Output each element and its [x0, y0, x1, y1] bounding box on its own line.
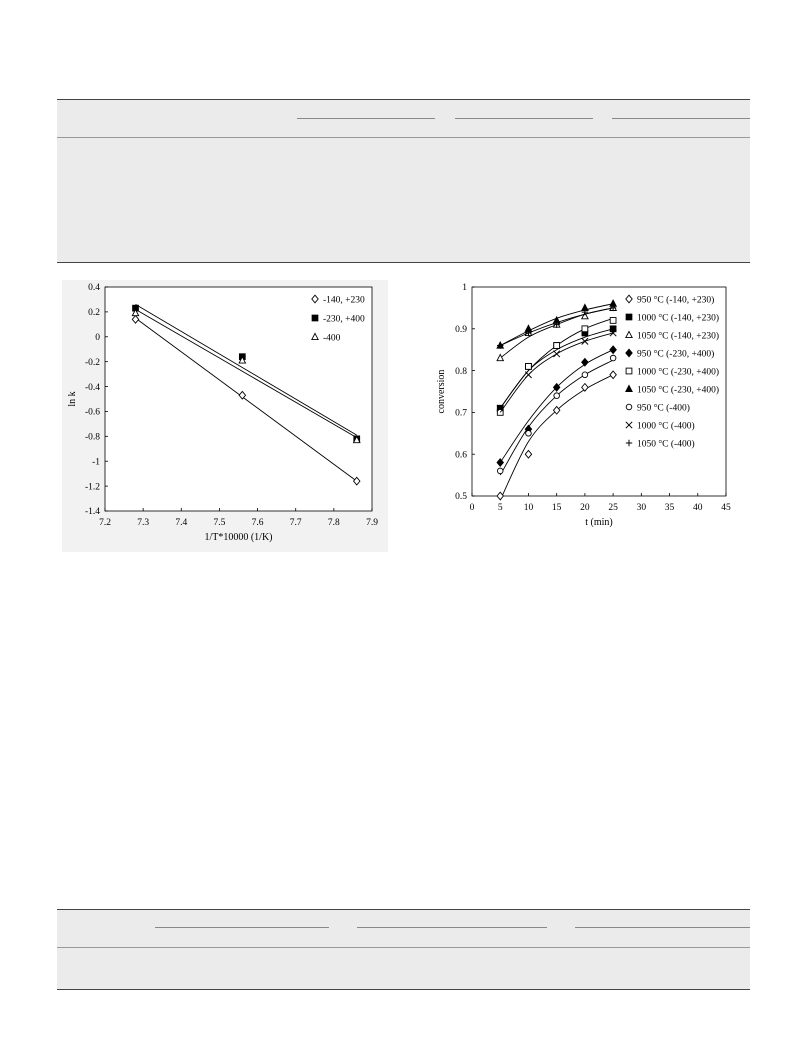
legend-marker: [626, 314, 632, 320]
data-point: [554, 343, 560, 349]
x-tick-label: 40: [693, 503, 703, 513]
legend-label: 1000 °C (-230, +400): [637, 367, 719, 378]
bottom-table-bottom-rule: [57, 989, 750, 990]
figure-charts: [0, 270, 793, 830]
data-point: [497, 468, 503, 474]
x-tick-label: 5: [497, 503, 503, 513]
x-tick-label: 7.4: [175, 518, 188, 528]
y-tick-label: 0.7: [455, 408, 467, 419]
legend-label: 1000 °C (-140, +230): [637, 313, 719, 324]
x-tick-label: 7.9: [366, 518, 378, 528]
data-point: [582, 338, 588, 344]
legend-label: -400: [323, 333, 341, 344]
legend-marker: [312, 315, 318, 321]
legend-marker: [626, 349, 632, 357]
data-point: [497, 354, 503, 360]
data-point: [610, 355, 616, 361]
legend-marker: [626, 295, 632, 303]
legend-label: 950 °C (-140, +230): [637, 295, 715, 306]
legend-marker: [626, 368, 632, 374]
data-point: [582, 326, 588, 332]
legend-label: 950 °C (-230, +400): [637, 349, 715, 360]
data-point: [610, 371, 616, 379]
y-tick-label: 0.5: [455, 492, 467, 503]
y-tick-label: -1.2: [84, 482, 100, 493]
y-tick-label: -1.4: [84, 507, 100, 518]
bottom-table-header-row: [57, 910, 750, 947]
data-point: [525, 372, 531, 378]
legend-label: -230, +400: [323, 314, 365, 325]
data-point: [497, 492, 503, 500]
x-axis-label: 1/T*10000 (1/K): [204, 532, 273, 543]
x-axis-label: t (min): [585, 517, 613, 528]
data-point: [525, 450, 531, 458]
x-tick-label: 20: [580, 503, 590, 513]
y-tick-label: -0.8: [84, 432, 100, 443]
x-tick-label: 7.3: [137, 518, 150, 528]
data-point: [553, 351, 559, 357]
bottom-table-span-rule-2: [357, 927, 547, 928]
legend-marker: [626, 331, 632, 337]
x-tick-label: 25: [608, 503, 618, 513]
y-tick-label: 0.2: [88, 308, 100, 319]
legend-marker: [626, 404, 632, 410]
legend-label: 950 °C (-400): [637, 403, 690, 414]
data-point: [610, 318, 616, 324]
y-axis-label: ln k: [67, 391, 78, 407]
legend-marker: [626, 422, 632, 428]
data-point: [554, 393, 560, 399]
y-tick-label: 0.4: [88, 283, 100, 294]
data-point: [610, 346, 616, 354]
x-tick-label: 7.5: [213, 518, 226, 528]
legend-label: 1000 °C (-400): [637, 421, 695, 432]
bottom-table-body: [57, 948, 750, 989]
legend-marker: [626, 440, 632, 446]
data-point: [526, 431, 532, 437]
x-tick-label: 0: [469, 503, 475, 513]
data-point: [582, 358, 588, 366]
y-tick-label: 0.6: [455, 450, 467, 461]
top-table-body: [57, 138, 750, 262]
x-tick-label: 10: [523, 503, 534, 513]
top-table-span-rule-3: [612, 118, 750, 119]
y-axis-label: conversion: [436, 369, 447, 414]
data-point: [582, 384, 588, 392]
y-tick-label: 0.8: [455, 366, 467, 377]
top-table-span-rule-1: [297, 118, 435, 119]
x-tick-label: 30: [636, 503, 647, 513]
y-tick-label: -0.2: [84, 357, 100, 368]
x-tick-label: 7.6: [251, 518, 264, 528]
legend-label: 1050 °C (-140, +230): [637, 331, 719, 342]
x-tick-label: 45: [721, 503, 731, 513]
data-point: [582, 372, 588, 378]
y-tick-label: 1: [462, 283, 467, 294]
x-tick-label: 7.8: [327, 518, 340, 528]
legend-marker: [626, 385, 632, 391]
fit-curve: [500, 308, 613, 358]
x-tick-label: 7.7: [289, 518, 302, 528]
bottom-table-span-rule-1: [155, 927, 329, 928]
x-tick-label: 15: [551, 503, 562, 513]
bottom-table-span-rule-3: [575, 927, 750, 928]
data-point: [526, 364, 532, 370]
top-table-bottom-rule: [57, 262, 750, 263]
y-tick-label: -0.6: [84, 407, 100, 418]
y-tick-label: 0.9: [455, 325, 467, 335]
fit-curve: [500, 360, 613, 475]
legend-label: 1050 °C (-230, +400): [637, 385, 719, 396]
top-table-span-rule-2: [455, 118, 593, 119]
x-tick-label: 35: [664, 503, 675, 513]
x-tick-label: 7.2: [99, 518, 111, 528]
arrhenius-chart: [62, 280, 388, 552]
y-tick-label: -1: [92, 457, 100, 468]
legend-label: 1050 °C (-400): [637, 439, 695, 450]
y-tick-label: -0.4: [84, 382, 100, 393]
legend-label: -140, +230: [323, 295, 365, 306]
y-tick-label: 0: [95, 332, 100, 343]
conversion-chart: [436, 283, 731, 528]
